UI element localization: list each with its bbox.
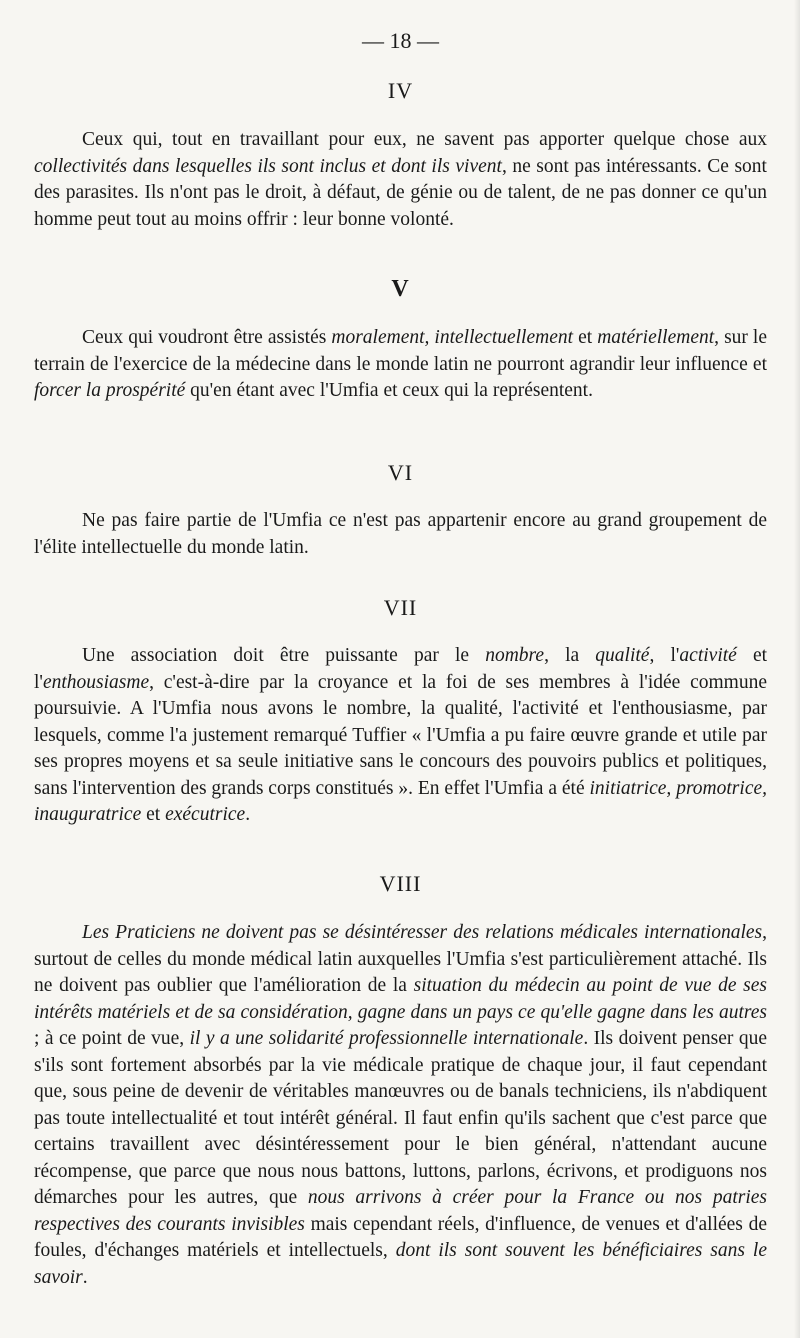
text-run: , c'est-à-dire par la croyance et la foi de ses membres à l'idée commune poursuivie. A l'Umfia nous avons le nombre, la qualité, l'activité et l'enthousiasme, par lesquels, comme l'a justement remarqué Tuffier « l'Umfia a pu faire œuvre grande et utile par ses propres moyens et sa seule initiative sans le concours des pouvoirs publics et politiques, sans l'intervention des grands corps constitués ». En effet l'Umfia a été: [34, 671, 767, 799]
text-run: Ceux qui voudront être assistés: [82, 327, 332, 348]
italic-run: forcer la prospérité: [34, 380, 186, 401]
italic-run: il y a une solidarité professionnelle internationale: [189, 1028, 584, 1049]
text-run: Ne pas faire partie de l'Umfia ce n'est pas appartenir encore au grand groupement de l'élite intellectuelle du monde latin.: [34, 510, 767, 558]
italic-run: matériellement: [597, 327, 715, 348]
italic-run: dont ils sont souvent les bénéficiaires sans le savoir: [34, 1240, 768, 1288]
italic-run: moralement, intellectuellement: [331, 327, 574, 348]
section-heading-iv: IV: [387, 78, 414, 103]
text-run: , l': [649, 645, 680, 666]
text-run: .: [82, 1266, 88, 1288]
italic-run: activité: [679, 645, 737, 666]
document-page: [34, 0, 767, 1338]
text-run: , la: [544, 645, 596, 666]
text-run: Une association doit être puissante par le: [82, 645, 486, 666]
section-heading-vii: VII: [383, 595, 418, 620]
text-run: ; à ce point de vue,: [34, 1028, 190, 1049]
section-paragraph-vii: [34, 643, 767, 829]
text-run: mais cependant réels, d'influence, de venues et d'allées de foules, d'échanges matériels et intellectuels,: [34, 1213, 767, 1261]
italic-run: exécutrice: [165, 804, 246, 825]
text-run: , ne sont pas intéressants. Ce sont des parasites. Ils n'ont pas le droit, à défaut, de génie ou de talent, de ne pas donner ce qu'un homme peut tout au moins offrir : leur bonne volonté.: [34, 155, 767, 230]
text-run: et l': [34, 645, 768, 693]
text-run: . Ils doivent penser que s'ils sont fortement absorbés par la vie médicale pratique de chaque jour, il faut cependant que, sous peine de devenir de véritables manœuvres ou de banals techniciens, ils n'abdiquent pas toute intellectualité et tout intérêt général. Il faut enfin qu'ils sachent que c'est parce que certains travaillent avec désintéressement pour le bien général, n'attendant aucune récompense, que parce que nous nous battons, luttons, parlons, écrivons, et prodiguons nos démarches pour les autres, que: [34, 1028, 767, 1208]
text-run: et: [141, 804, 166, 825]
text-run: et: [573, 327, 598, 348]
text-run: qu'en étant avec l'Umfia et ceux qui la représentent.: [185, 380, 593, 401]
page-edge-shadow: [794, 0, 800, 1338]
italic-run: initiatrice, promotrice, inauguratrice: [34, 777, 767, 825]
section-heading-vi: VI: [387, 460, 414, 485]
italic-run: collectivités dans lesquelles ils sont inclus et dont ils vivent: [34, 155, 502, 177]
italic-run: Les Praticiens ne doivent pas se désintéresser des relations médicales internationales: [82, 922, 763, 943]
section-heading-v: V: [391, 276, 410, 302]
text-run: , surtout de celles du monde médical latin auxquelles l'Umfia s'est particulièrement attaché. Ils ne doivent pas oublier que l'amélioration de la: [34, 922, 767, 996]
italic-run: qualité: [595, 645, 650, 666]
section-heading-viii: VIII: [379, 871, 422, 896]
section-paragraph-v: [34, 325, 767, 405]
text-run: Ceux qui, tout en travaillant pour eux, ne savent pas apporter quelque chose aux: [82, 129, 767, 150]
italic-run: nombre: [485, 645, 545, 666]
italic-run: enthousiasme: [42, 671, 150, 693]
section-paragraph-vi: [34, 508, 767, 561]
section-paragraph-viii: [34, 920, 767, 1291]
text-run: , sur le terrain de l'exercice de la médecine dans le monde latin ne pourront agrandir leur influence et: [34, 327, 767, 375]
text-run: .: [245, 804, 251, 825]
italic-run: situation du médecin au point de vue de ses intérêts matériels et de sa considération, gagne dans un pays ce qu'elle gagne dans les autres: [34, 975, 767, 1023]
italic-run: nous arrivons à créer pour la France ou nos patries respectives des courants invisibles: [34, 1187, 767, 1235]
page-number: — 18 —: [362, 28, 439, 53]
section-paragraph-iv: [34, 127, 767, 233]
